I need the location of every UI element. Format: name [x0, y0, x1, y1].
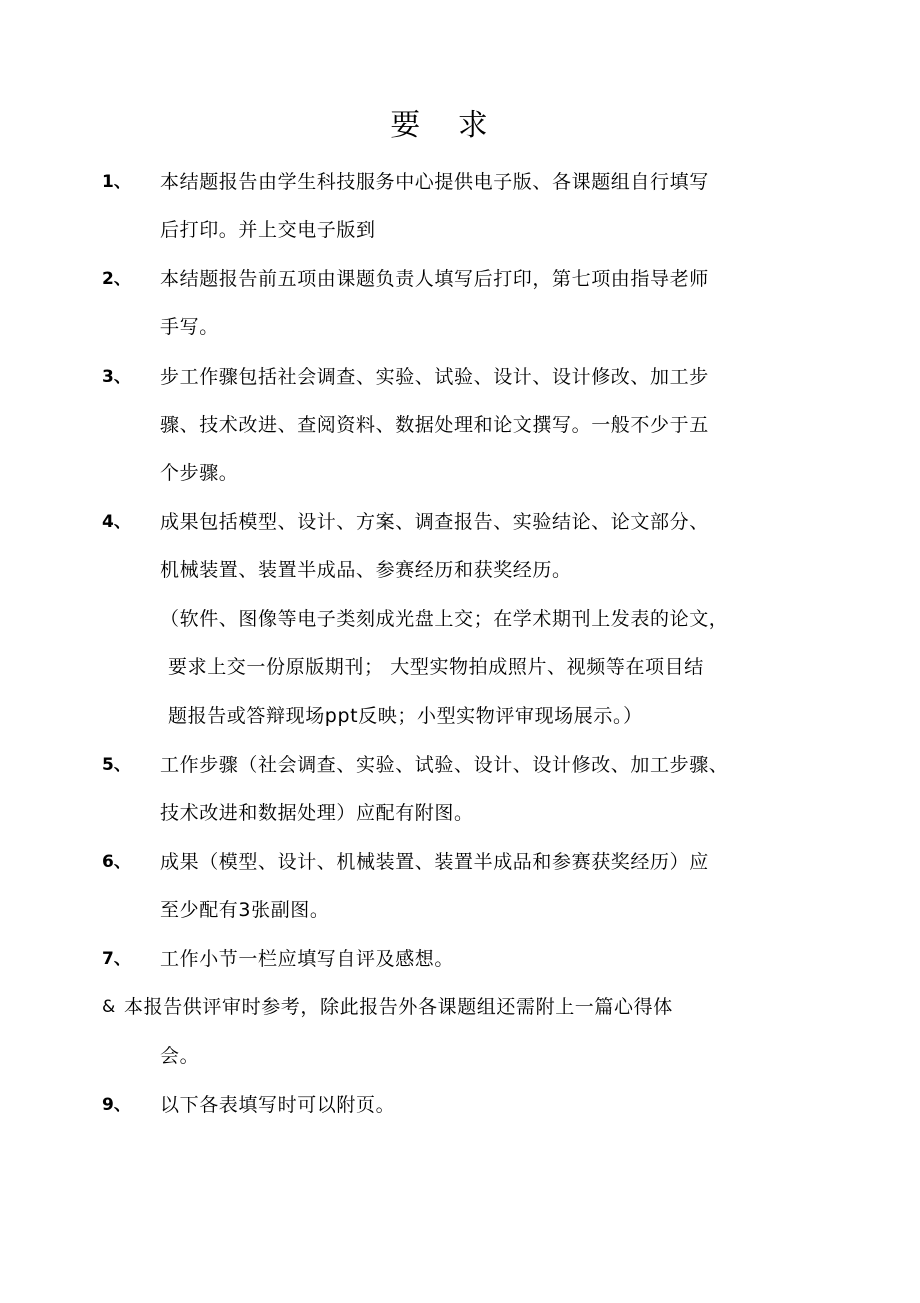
item-9-line-1: 以下各表填写时可以附页。 — [160, 1094, 396, 1116]
item-3-line-1: 步工作骤包括社会调查、实验、试验、设计、设计修改、加工步 — [160, 366, 709, 388]
item-4-line-1: 成果包括模型、设计、方案、调查报告、实验结论、论文部分、 — [160, 511, 709, 533]
item-8-line-1: 本报告供评审时参考，除此报告外各课题组还需附上一篇心得体 — [124, 996, 673, 1018]
item-3-line-3: 个步骤。 — [160, 462, 239, 484]
item-6-line-2: 至少配有3张副图。 — [160, 899, 330, 921]
item-4-note-line-3: 题报告或答辩现场ppt反映；小型实物评审现场展示。） — [168, 705, 643, 727]
item-4-note-line-2: 要求上交一份原版期刊； 大型实物拍成照片、视频等在项目结 — [168, 656, 704, 678]
item-6-number: 6、 — [102, 852, 131, 872]
item-8-number: & — [102, 997, 116, 1017]
item-3-line-2: 骤、技术改进、查阅资料、数据处理和论文撰写。一般不少于五 — [160, 414, 709, 436]
item-5-line-2: 技术改进和数据处理）应配有附图。 — [160, 802, 474, 824]
page-title: 要 求 — [390, 108, 502, 143]
item-7-number: 7、 — [102, 949, 131, 969]
item-6-line-1: 成果（模型、设计、机械装置、装置半成品和参赛获奖经历）应 — [160, 851, 709, 873]
item-8-line-2: 会。 — [160, 1045, 200, 1067]
item-2-line-2: 手写。 — [160, 316, 219, 338]
item-7-line-1: 工作小节一栏应填写自评及感想。 — [160, 948, 455, 970]
item-4-note-line-1: （软件、图像等电子类刻成光盘上交；在学术期刊上发表的论文， — [160, 608, 729, 630]
item-1-number: 1、 — [102, 172, 131, 192]
item-5-number: 5、 — [102, 755, 131, 775]
item-4-line-2: 机械装置、装置半成品、参赛经历和获奖经历。 — [160, 559, 572, 581]
item-5-line-1: 工作步骤（社会调查、实验、试验、设计、设计修改、加工步骤、 — [160, 754, 729, 776]
item-2-number: 2、 — [102, 269, 131, 289]
item-1-line-2: 后打印。并上交电子版到 — [160, 219, 376, 241]
item-3-number: 3、 — [102, 367, 131, 387]
item-9-number: 9、 — [102, 1095, 131, 1115]
item-1-line-1: 本结题报告由学生科技服务中心提供电子版、各课题组自行填写 — [160, 171, 709, 193]
item-4-number: 4、 — [102, 512, 131, 532]
item-2-line-1: 本结题报告前五项由课题负责人填写后打印，第七项由指导老师 — [160, 268, 709, 290]
